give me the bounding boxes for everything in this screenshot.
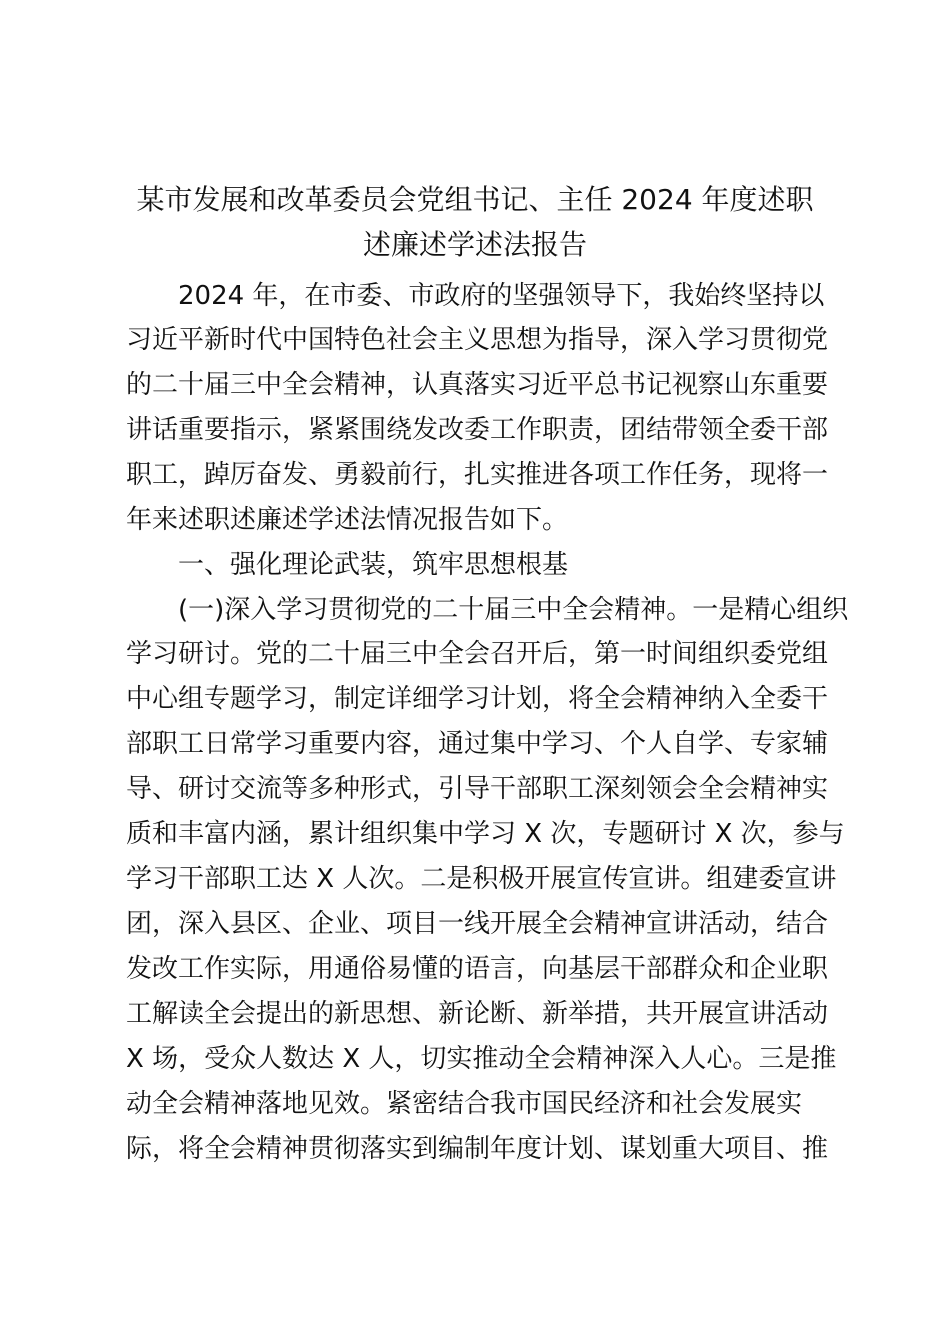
paragraph-line: (一)深入学习贯彻党的二十届三中全会精神。一是精心组织 (178, 595, 849, 625)
paragraph-line: 的二十届三中全会精神，认真落实习近平总书记视察山东重要 (126, 370, 829, 400)
paragraph-line: 发改工作实际，用通俗易懂的语言，向基层干部群众和企业职 (126, 954, 829, 984)
paragraph-line: 年来述职述廉述学述法情况报告如下。 (126, 505, 569, 535)
section-heading: 一、强化理论武装，筑牢思想根基 (178, 550, 569, 580)
document-title-line-2: 述廉述学述法报告 (362, 228, 587, 261)
paragraph-line: 部职工日常学习重要内容，通过集中学习、个人自学、专家辅 (126, 729, 829, 759)
paragraph-line: 导、研讨交流等多种形式，引导干部职工深刻领会全会精神实 (126, 774, 829, 804)
paragraph-line: 习近平新时代中国特色社会主义思想为指导，深入学习贯彻党 (126, 325, 829, 355)
paragraph-line: X 场，受众人数达 X 人，切实推动全会精神深入人心。三是推 (126, 1044, 837, 1074)
paragraph-line: 讲话重要指示，紧紧围绕发改委工作职责，团结带领全委干部 (126, 415, 829, 445)
paragraph-line: 学习研讨。党的二十届三中全会召开后，第一时间组织委党组 (126, 639, 829, 669)
paragraph-line: 学习干部职工达 X 人次。二是积极开展宣传宣讲。组建委宣讲 (126, 864, 837, 894)
paragraph-line: 2024 年，在市委、市政府的坚强领导下，我始终坚持以 (178, 281, 825, 311)
paragraph-line: 团，深入县区、企业、项目一线开展全会精神宣讲活动，结合 (126, 909, 829, 939)
paragraph-line: 质和丰富内涵，累计组织集中学习 X 次，专题研讨 X 次，参与 (126, 819, 845, 849)
paragraph-line: 职工，踔厉奋发、勇毅前行，扎实推进各项工作任务，现将一 (126, 460, 829, 490)
paragraph-line: 中心组专题学习，制定详细学习计划，将全会精神纳入全委干 (126, 684, 829, 714)
paragraph-line: 动全会精神落地见效。紧密结合我市国民经济和社会发展实 (126, 1089, 803, 1119)
document-title-line-1: 某市发展和改革委员会党组书记、主任 2024 年度述职 (136, 183, 814, 216)
paragraph-line: 工解读全会提出的新思想、新论断、新举措，共开展宣讲活动 (126, 999, 829, 1029)
paragraph-line: 际，将全会精神贯彻落实到编制年度计划、谋划重大项目、推 (126, 1134, 829, 1164)
